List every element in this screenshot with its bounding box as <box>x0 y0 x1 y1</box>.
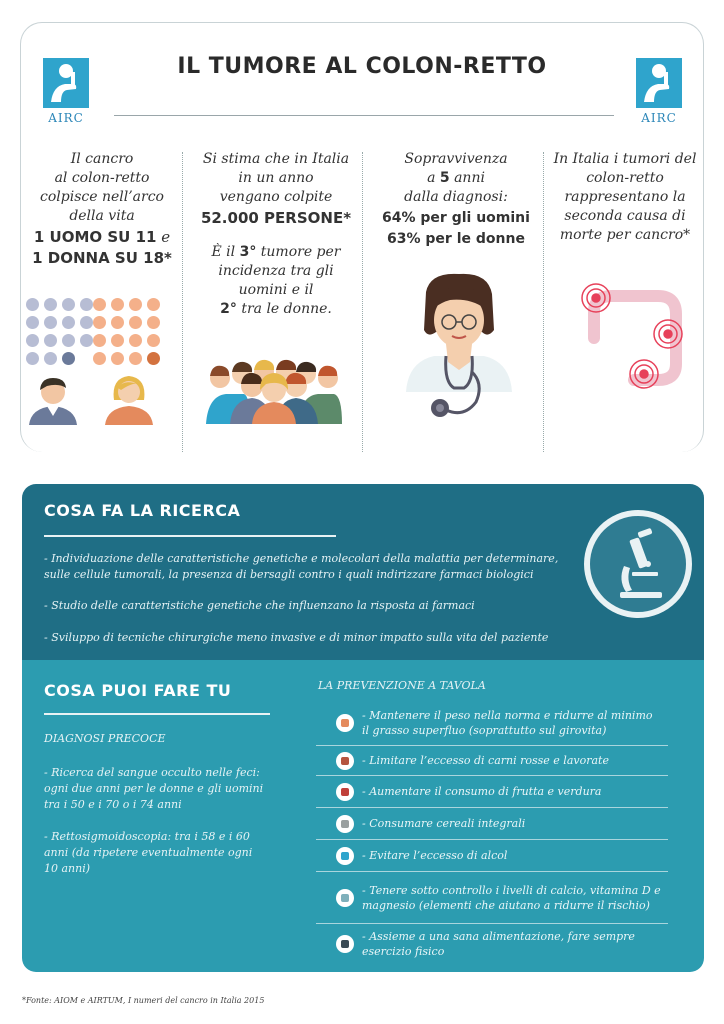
population-dot <box>111 334 124 347</box>
prevention-text <box>362 708 653 738</box>
prevention-line: - Tenere sotto controllo i livelli di calcio, vitamina D e <box>362 883 661 897</box>
prevention-item <box>316 872 668 924</box>
survival-men: 64% per gli uomini <box>382 210 530 226</box>
stat-text: a <box>427 170 436 186</box>
walking-icon <box>336 935 354 953</box>
population-dot <box>26 334 39 347</box>
population-dot <box>93 298 106 311</box>
source-footnote: *Fonte: AIOM e AIRTUM, I numeri del cancro in Italia 2015 <box>22 996 265 1005</box>
prevention-text <box>362 848 507 863</box>
population-dot <box>147 298 160 311</box>
woman-avatar-icon <box>103 370 155 425</box>
prevention-line: magnesio (elementi che aiutano a ridurre il rischio) <box>362 898 650 912</box>
crowd-icon <box>204 356 344 424</box>
pills-icon <box>336 889 354 907</box>
prevention-text <box>362 929 635 959</box>
population-dot <box>26 352 39 365</box>
prevention-item <box>316 924 668 964</box>
population-dot <box>80 334 93 347</box>
population-dot <box>44 316 57 329</box>
prevention-line: - Limitare l’eccesso di carni rosse e lavorate <box>362 754 609 767</box>
research-item: - Individuazione delle caratteristiche genetiche e molecolari della malattia per determinare, <box>44 552 559 565</box>
population-dot <box>80 316 93 329</box>
population-dot <box>62 298 75 311</box>
stat-text: seconda causa di <box>564 208 686 224</box>
stat-text: Il cancro <box>70 151 134 167</box>
men-dot-grid <box>26 298 93 365</box>
prevention-item <box>316 808 668 840</box>
population-dot <box>44 352 57 365</box>
stat-text: morte per cancro* <box>559 227 691 243</box>
population-dot <box>111 316 124 329</box>
man-avatar-icon <box>27 370 79 425</box>
stat-text: È il <box>211 244 236 260</box>
stat-men: 1 UOMO SU 11 <box>33 228 157 246</box>
grain-icon <box>336 815 354 833</box>
prevention-title: LA PREVENZIONE A TAVOLA <box>318 679 486 692</box>
population-dot <box>93 334 106 347</box>
prevention-line: esercizio fisico <box>362 945 445 958</box>
population-dot <box>129 352 142 365</box>
early-item: anni (da ripetere eventualmente ogni <box>44 846 253 859</box>
stat-text: uomini e il <box>238 282 314 298</box>
population-dot <box>147 316 160 329</box>
fruit-icon <box>336 783 354 801</box>
stat-text: al colon-retto <box>54 170 150 186</box>
stat-text: tumore per <box>260 244 341 260</box>
population-dot <box>93 352 106 365</box>
research-panel <box>22 484 704 660</box>
population-dot <box>26 298 39 311</box>
scale-icon <box>336 714 354 732</box>
prevention-text <box>362 816 525 831</box>
action-title: COSA PUOI FARE TU <box>44 681 232 700</box>
prevention-text <box>362 784 602 799</box>
population-dot <box>129 316 142 329</box>
research-item: sulle cellule tumorali, la presenza di bersagli contro i quali indirizzare farmaci biologici <box>44 568 534 581</box>
prevention-line: - Aumentare il consumo di frutta e verdura <box>362 785 602 798</box>
research-item: - Sviluppo di tecniche chirurgiche meno invasive e di minor impatto sulla vita del paziente <box>44 631 549 644</box>
prevention-text <box>362 883 661 913</box>
population-dot <box>62 352 75 365</box>
population-dot <box>80 298 93 311</box>
microscope-icon <box>582 508 694 620</box>
prevention-line: - Mantenere il peso nella norma e ridurre al minimo <box>362 708 653 722</box>
early-item: tra i 50 e i 70 o i 74 anni <box>44 798 182 811</box>
column-divider <box>182 152 183 452</box>
population-dot <box>111 352 124 365</box>
stat-text: in un anno <box>238 170 314 186</box>
prevention-line: il grasso superfluo (soprattutto sul girovita) <box>362 723 607 737</box>
population-dot <box>147 352 160 365</box>
stat-incidence-lifetime <box>22 150 182 268</box>
prevention-line: - Assieme a una sana alimentazione, fare sempre <box>362 930 635 943</box>
population-dot <box>44 298 57 311</box>
stat-text: anni <box>454 170 485 186</box>
early-item: - Ricerca del sangue occulto nelle feci: <box>44 766 260 779</box>
airc-logo-text: AIRC <box>641 111 677 125</box>
stat-conj: e <box>161 228 171 246</box>
prevention-item <box>316 700 668 746</box>
stat-text: incidenza tra gli <box>218 263 334 279</box>
rank-women: 2° <box>220 301 237 317</box>
prevention-item <box>316 840 668 872</box>
stat-mortality <box>540 150 710 245</box>
stat-text: rappresentano la <box>564 189 686 205</box>
prevention-item <box>316 776 668 808</box>
stat-annual-cases <box>188 150 364 319</box>
stat-women: 1 DONNA SU 18* <box>32 249 172 267</box>
research-item: - Studio delle caratteristiche genetiche che influenzano la risposta ai farmaci <box>44 599 475 612</box>
stat-cases-count: 52.000 PERSONE* <box>200 209 352 227</box>
stat-text: vengano colpite <box>219 189 333 205</box>
prevention-item <box>316 746 668 776</box>
population-dot <box>111 298 124 311</box>
population-dot <box>26 316 39 329</box>
survival-women: 63% per le donne <box>387 231 525 247</box>
research-divider <box>44 535 336 537</box>
stat-years: 5 <box>439 170 450 186</box>
population-dot <box>62 334 75 347</box>
colon-icon <box>572 272 692 400</box>
stat-survival <box>366 150 546 249</box>
stat-text: Sopravvivenza <box>404 151 508 167</box>
population-dot <box>44 334 57 347</box>
prevention-line: - Evitare l’eccesso di alcol <box>362 849 508 862</box>
research-title: COSA FA LA RICERCA <box>44 501 241 520</box>
stat-text: Si stima che in Italia <box>202 151 350 167</box>
stat-text: In Italia i tumori del <box>553 151 697 167</box>
stat-text: dalla diagnosi: <box>404 189 508 205</box>
doctor-icon <box>404 272 514 432</box>
page-title: IL TUMORE AL COLON-RETTO <box>177 54 547 79</box>
action-divider <box>44 713 270 715</box>
population-dot <box>62 316 75 329</box>
early-item: - Rettosigmoidoscopia: tra i 58 e i 60 <box>44 830 250 843</box>
early-item: 10 anni) <box>44 862 91 875</box>
meat-icon <box>336 752 354 770</box>
stat-text: colon-retto <box>586 170 664 186</box>
prevention-text <box>362 753 609 768</box>
women-dot-grid <box>93 298 160 365</box>
rank-men: 3° <box>239 244 257 260</box>
airc-logo-text: AIRC <box>48 111 84 125</box>
early-diagnosis-title: DIAGNOSI PRECOCE <box>44 732 166 745</box>
stat-text: tra le donne. <box>241 301 332 317</box>
population-dot <box>147 334 160 347</box>
early-item: ogni due anni per le donne e gli uomini <box>44 782 264 795</box>
prevention-line: - Consumare cereali integrali <box>362 817 526 830</box>
population-dot <box>129 298 142 311</box>
stat-text: colpisce nell’arco <box>40 189 164 205</box>
population-dot <box>129 334 142 347</box>
stat-text: della vita <box>69 208 135 224</box>
population-dot <box>93 316 106 329</box>
title-divider <box>114 115 614 116</box>
cocktail-icon <box>336 847 354 865</box>
